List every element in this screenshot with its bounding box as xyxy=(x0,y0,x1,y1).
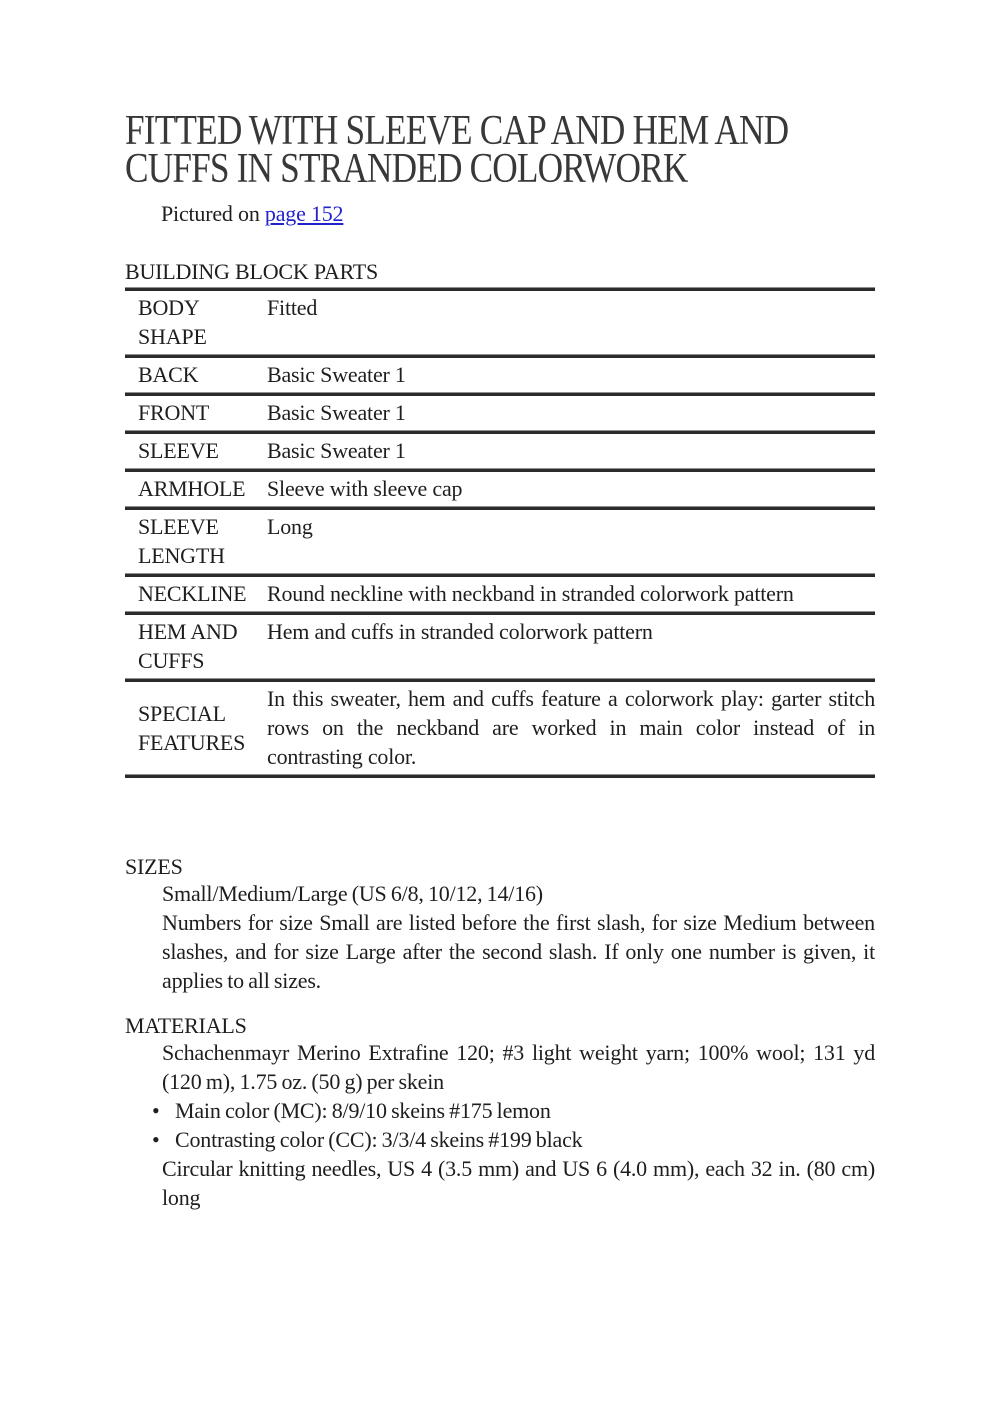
table-row-value: Basic Sweater 1 xyxy=(267,400,406,425)
bullet-icon: • xyxy=(152,1098,160,1123)
table-row xyxy=(125,472,875,506)
table-row-label: ARMHOLE xyxy=(138,476,246,501)
table-row xyxy=(125,615,875,678)
materials-heading: MATERIALS xyxy=(125,1013,247,1038)
table-row-label: BACK xyxy=(138,362,199,387)
sizes-body xyxy=(162,879,875,995)
table-row-label: NECKLINE xyxy=(138,581,247,606)
page-title-line1: FITTED WITH SLEEVE CAP AND HEM AND xyxy=(125,108,789,154)
table-row xyxy=(125,434,875,468)
table-row xyxy=(125,396,875,430)
materials-main-color: Main color (MC): 8/9/10 skeins #175 lemon xyxy=(175,1098,551,1123)
sizes-explanation: Numbers for size Small are listed before the first slash, for size Medium between slashes, and for size Large after the second slash. If only one number is given, it applies to all sizes. xyxy=(162,910,875,993)
materials-body xyxy=(152,1038,875,1212)
building-block-parts-table xyxy=(125,287,875,778)
table-row-value: Sleeve with sleeve cap xyxy=(267,476,463,501)
table-row xyxy=(125,358,875,392)
materials-yarn: Schachenmayr Merino Extrafine 120; #3 light weight yarn; 100% wool; 131 yd (120 m), 1.75 oz. (50 g) per skein xyxy=(162,1040,875,1094)
table-row xyxy=(125,682,875,774)
page-title xyxy=(125,108,789,192)
table-row-value: In this sweater, hem and cuffs feature a colorwork play: garter stitch rows on the neckband are worked in main color instead of in contrasting color. xyxy=(267,686,875,769)
table-row xyxy=(125,577,875,611)
table-row-value: Hem and cuffs in stranded colorwork pattern xyxy=(267,619,653,644)
table-row-label: FRONT xyxy=(138,400,210,425)
table-rule xyxy=(125,774,875,778)
sizes-heading: SIZES xyxy=(125,854,183,879)
bullet-icon: • xyxy=(152,1127,160,1152)
table-row-label: HEM AND CUFFS xyxy=(138,619,238,673)
page-152-link[interactable]: page 152 xyxy=(264,201,344,226)
document-page xyxy=(125,108,875,1212)
table-row-value: Fitted xyxy=(267,295,318,320)
table-row-value: Long xyxy=(267,514,313,539)
table-row-label: SPECIAL FEATURES xyxy=(138,700,246,755)
table-row-label: SLEEVE LENGTH xyxy=(138,514,225,568)
pictured-on-text: Pictured on xyxy=(161,201,265,226)
pictured-on-line xyxy=(161,200,875,228)
table-row-value: Basic Sweater 1 xyxy=(267,362,406,387)
materials-contrasting-color: Contrasting color (CC): 3/3/4 skeins #199 black xyxy=(175,1127,583,1152)
building-block-parts-heading: BUILDING BLOCK PARTS xyxy=(125,259,379,284)
sizes-size-line: Small/Medium/Large (US 6/8, 10/12, 14/16) xyxy=(162,881,543,906)
materials-bullet-item xyxy=(152,1125,875,1154)
materials-needles: Circular knitting needles, US 4 (3.5 mm) and US 6 (4.0 mm), each 32 in. (80 cm) long xyxy=(162,1156,875,1210)
table-row-label: BODY SHAPE xyxy=(138,295,207,349)
table-row xyxy=(125,291,875,354)
materials-bullet-item xyxy=(152,1096,875,1125)
table-row-value: Basic Sweater 1 xyxy=(267,438,406,463)
table-row-value: Round neckline with neckband in stranded colorwork pattern xyxy=(267,581,794,606)
table-row-label: SLEEVE xyxy=(138,438,219,463)
table-row xyxy=(125,510,875,573)
page-title-line2: CUFFS IN STRANDED COLORWORK xyxy=(125,146,688,192)
